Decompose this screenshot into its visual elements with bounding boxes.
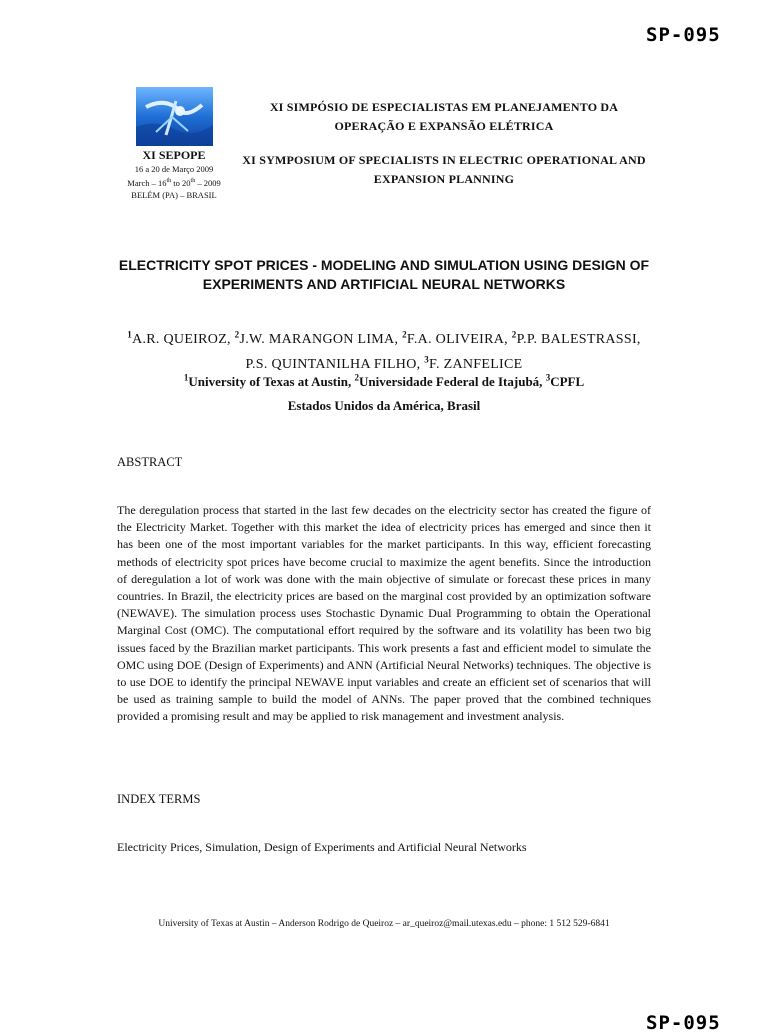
event-name: XI SEPOPE xyxy=(142,148,206,162)
author: $^1$A.R. QUEIROZ, xyxy=(127,329,235,347)
author: $^3$F. ZANFELICE xyxy=(424,354,523,373)
countries: Estados Unidos da América, Brasil xyxy=(287,398,481,413)
event-location: BELÉM (PA) – BRASIL xyxy=(131,189,217,200)
symposium-title-en: XI SYMPOSIUM OF SPECIALISTS IN ELECTRIC OPERATIONAL AND EXPANSION PLANNING xyxy=(242,153,646,186)
affiliation: $^3$CPFL xyxy=(545,373,585,390)
event-dates-pt: 16 a 20 de Março 2009 xyxy=(134,164,214,174)
affiliation: $^1$University of Texas at Austin, xyxy=(183,373,355,390)
index-terms-heading: INDEX TERMS xyxy=(117,792,201,806)
index-terms: Electricity Prices, Simulation, Design of Experiments and Artificial Neural Networks xyxy=(117,840,527,854)
event-info xyxy=(110,148,238,201)
footer-contact: University of Texas at Austin – Anderson Rodrigo de Queiroz – ar_queiroz@mail.utexas.edu – phone: 1 512 529-6841 xyxy=(158,919,610,929)
paper-code: SP-095 xyxy=(646,24,721,46)
author: $^2$J.W. MARANGON LIMA, xyxy=(234,329,403,347)
abstract-heading: ABSTRACT xyxy=(117,455,183,469)
event-dates-en: March – 16th to 20th – 2009 xyxy=(127,177,221,188)
affiliation: $^2$Universidade Federal de Itajubá, xyxy=(354,373,546,390)
paper-title: ELECTRICITY SPOT PRICES - MODELING AND SIMULATION USING DESIGN OF EXPERIMENTS AND ARTIFICIAL NEURAL NETWORKS xyxy=(118,257,650,292)
affiliations xyxy=(100,370,668,390)
sepope-logo-icon xyxy=(136,87,213,146)
symposium-title-pt: XI SIMPÓSIO DE ESPECIALISTAS EM PLANEJAMENTO DA OPERAÇÃO E EXPANSÃO ELÉTRICA xyxy=(269,100,619,133)
author: P.S. QUINTANILHA FILHO, xyxy=(245,357,425,373)
paper-code-bottom: SP-095 xyxy=(646,1012,721,1034)
abstract-body: The deregulation process that started in the last few decades on the electricity sector has created the figure of the Electricity Market. Together with this market the idea of electricity prices has emerged and since then it has been one of the most important variables for the market participants. In this way, efficient forecasting methods of electricity spot prices have become crucial to maximize the agent benefits. Since the introduction of deregulation a lot of work was done with the main objective of simulate or forecast these prices in many countries. In Brazil, the electricity prices are based on the marginal cost provided by an optimization software (NEWAVE). The simulation process uses Stochastic Dynamic Dual Programming to obtain the Operational Marginal Cost (OMC). The computational effort required by the software and its volatility has been two big issues faced by the Brazilian market participants. This work presents a fast and efficient model to simulate the OMC using DOE (Design of Experiments) and ANN (Artificial Neural Networks) techniques. The objective is to use DOE to identify the principal NEWAVE input variables and create an efficient set of scenarios that will be used as training sample to build the model of ANNs. The paper proved that the combined techniques provided a promising result and may be applied to risk management and investment analysis. xyxy=(117,503,651,724)
author: $^2$F.A. OLIVEIRA, xyxy=(402,329,512,347)
author-list xyxy=(100,324,668,375)
author: $^2$P.P. BALESTRASSI, xyxy=(511,329,641,347)
